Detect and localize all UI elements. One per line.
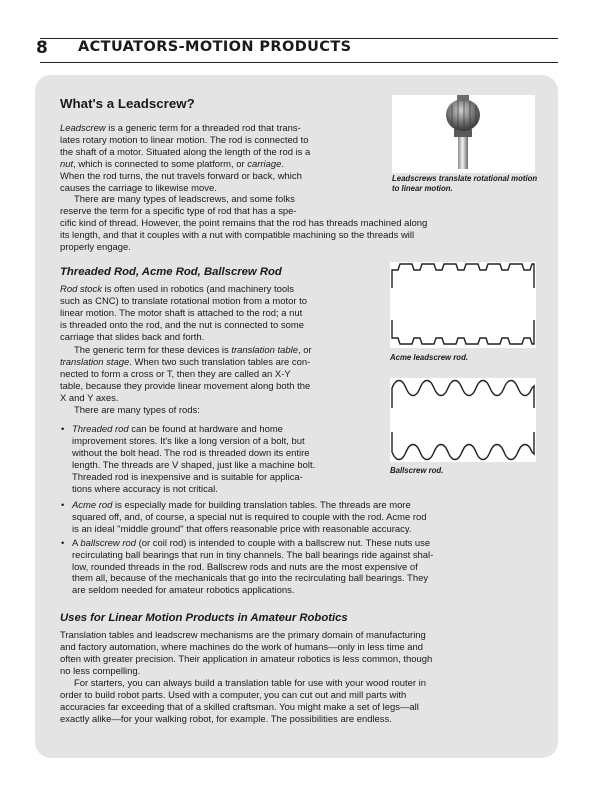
text-line: • A ballscrew rod (or coil rod) is intended to couple with a ballscrew nut. These nuts use	[72, 537, 431, 549]
header-top-rule	[40, 38, 558, 39]
uses-paragraph-1	[60, 630, 432, 678]
text-line: such as CNC) to translate rotational motion from a motor to	[60, 295, 308, 307]
intro-paragraph-2-lines	[60, 194, 427, 254]
text-line: Leadscrew is a generic term for a threaded rod that trans-	[60, 123, 301, 134]
text-line: no less compelling.	[60, 665, 141, 677]
ballscrew-rod-caption: Ballscrew rod.	[390, 466, 444, 475]
leadscrew-photo	[392, 95, 535, 173]
rod-paragraph-1-lines	[60, 284, 307, 344]
photo-caption: Leadscrews translate rotational motion to linear motion.	[392, 174, 538, 193]
text-line: tions where accuracy is not critical.	[72, 483, 218, 495]
list-item-acme-rod	[60, 500, 433, 536]
rod-paragraph-2-lines	[60, 345, 312, 405]
text-line: Threaded rod is inexpensive and is suitable for applica-	[72, 471, 303, 483]
intro-paragraph-1	[60, 123, 310, 194]
text-line: nected to form a cross or T, then they are called an X-Y	[60, 368, 291, 380]
text-line: nut, which is connected to some platform, or carriage.	[60, 158, 285, 170]
text-line: without the bolt head. The rod is threaded down its entire	[72, 447, 310, 459]
chapter-title: ACTUATORS-MOTION PRODUCTS	[78, 39, 352, 55]
text-line: causes the carriage to likewise move.	[60, 182, 217, 194]
text-line: recirculating ball bearings that run in tiny channels. The ball bearings ride against shal-	[72, 549, 434, 561]
rod-types-list	[60, 424, 315, 495]
ballscrew-rod-lines	[72, 538, 433, 598]
text-line: • Threaded rod can be found at hardware and home	[72, 424, 283, 435]
acme-rod-lines	[72, 500, 433, 536]
rod-paragraph-3-lines	[60, 405, 200, 417]
text-line: There are many types of leadscrews, and some folks	[74, 194, 295, 205]
rod-types-list-cont	[60, 500, 433, 597]
text-line: • Acme rod is especially made for building translation tables. The threads are more	[72, 500, 411, 511]
intro-paragraph-1-lines	[60, 123, 310, 194]
text-line: exactly alike—for your walking robot, for example. The possibilities are endless.	[60, 713, 392, 725]
text-line: cific kind of thread. However, the point remains that the rod has threads machined along	[60, 217, 428, 229]
text-line: is threaded onto the rod, and the nut is connected to some	[60, 319, 304, 331]
text-line: accuracies far exceeding that of a skilled craftsman. You might make a set of legs—all	[60, 701, 419, 713]
acme-rod-figure	[390, 262, 536, 348]
text-line: them all, because of the mechanicals that go into the recirculating ball bearings. They	[72, 573, 429, 585]
text-line: order to build robot parts. Used with a computer, you can cut out and mill parts with	[60, 689, 407, 701]
text-line: often with greater precision. Their application in amateur robotics is less common, though	[60, 653, 433, 665]
page-number: 8	[36, 38, 48, 58]
uses-paragraph-2-lines	[60, 678, 426, 726]
text-line: The generic term for these devices is translation table, or	[74, 345, 312, 356]
text-line: reserve the term for a specific type of rod that has a spe-	[60, 205, 297, 217]
text-line: length. The threads are V shaped, just like a machine bolt.	[72, 459, 316, 471]
text-line: properly engage.	[60, 241, 131, 253]
box-title: What's a Leadscrew?	[60, 96, 195, 111]
section-threaded-rod-heading: Threaded Rod, Acme Rod, Ballscrew Rod	[60, 266, 282, 278]
rod-paragraph-3	[60, 405, 200, 417]
text-line: There are many types of rods:	[74, 405, 200, 416]
text-line: table, because they provide linear movement along both the	[60, 380, 311, 392]
threaded-rod-lines	[72, 424, 315, 495]
text-line: improvement stores. It's like a long version of a bolt, but	[72, 435, 305, 447]
text-line: and factory automation, where machines do the work of humans—only in less time and	[60, 641, 424, 653]
text-line: lates rotary motion to linear motion. The rod is connected to	[60, 134, 309, 146]
header-bottom-rule	[40, 62, 558, 63]
text-line: Rod stock is often used in robotics (and machinery tools	[60, 284, 294, 295]
text-line: translation stage. When two such translation tables are con-	[60, 356, 311, 368]
list-item-ballscrew-rod	[60, 538, 433, 598]
text-line: is an ideal "middle ground" that offers reasonable price with reasonable accuracy.	[72, 523, 412, 535]
text-line: X and Y axes.	[60, 392, 119, 404]
text-line: its length, and that it couples with a nut with compatible machining so the threads will	[60, 229, 415, 241]
ballscrew-rod-figure	[390, 378, 536, 462]
rod-paragraph-2	[60, 345, 312, 405]
text-line: carriage that slides back and forth.	[60, 331, 205, 343]
section-uses-heading: Uses for Linear Motion Products in Amateur Robotics	[60, 612, 348, 624]
uses-paragraph-2	[60, 678, 426, 726]
rod-paragraph-1	[60, 284, 307, 344]
text-line: Translation tables and leadscrew mechanisms are the primary domain of manufacturing	[60, 630, 426, 641]
text-line: low, rounded threads in the rod. Ballscrew rods and nuts are the most expensive of	[72, 561, 418, 573]
text-line: For starters, you can always build a translation table for use with your wood router in	[74, 678, 426, 689]
list-item-threaded-rod	[60, 424, 315, 495]
text-line: the shaft of a motor. Situated along the length of the rod is a	[60, 146, 311, 158]
uses-paragraph-1-lines	[60, 630, 432, 678]
text-line: squared off, and, of course, a special nut is required to couple with the rod. Acme rod	[72, 511, 427, 523]
text-line: linear motion. The motor shaft is attached to the rod; a nut	[60, 307, 303, 319]
intro-paragraph-2	[60, 194, 427, 254]
text-line: When the rod turns, the nut travels forward or back, which	[60, 170, 302, 182]
text-line: are seldom needed for amateur robotics applications.	[72, 585, 295, 597]
acme-rod-caption: Acme leadscrew rod.	[390, 353, 469, 362]
page-header	[36, 38, 558, 62]
